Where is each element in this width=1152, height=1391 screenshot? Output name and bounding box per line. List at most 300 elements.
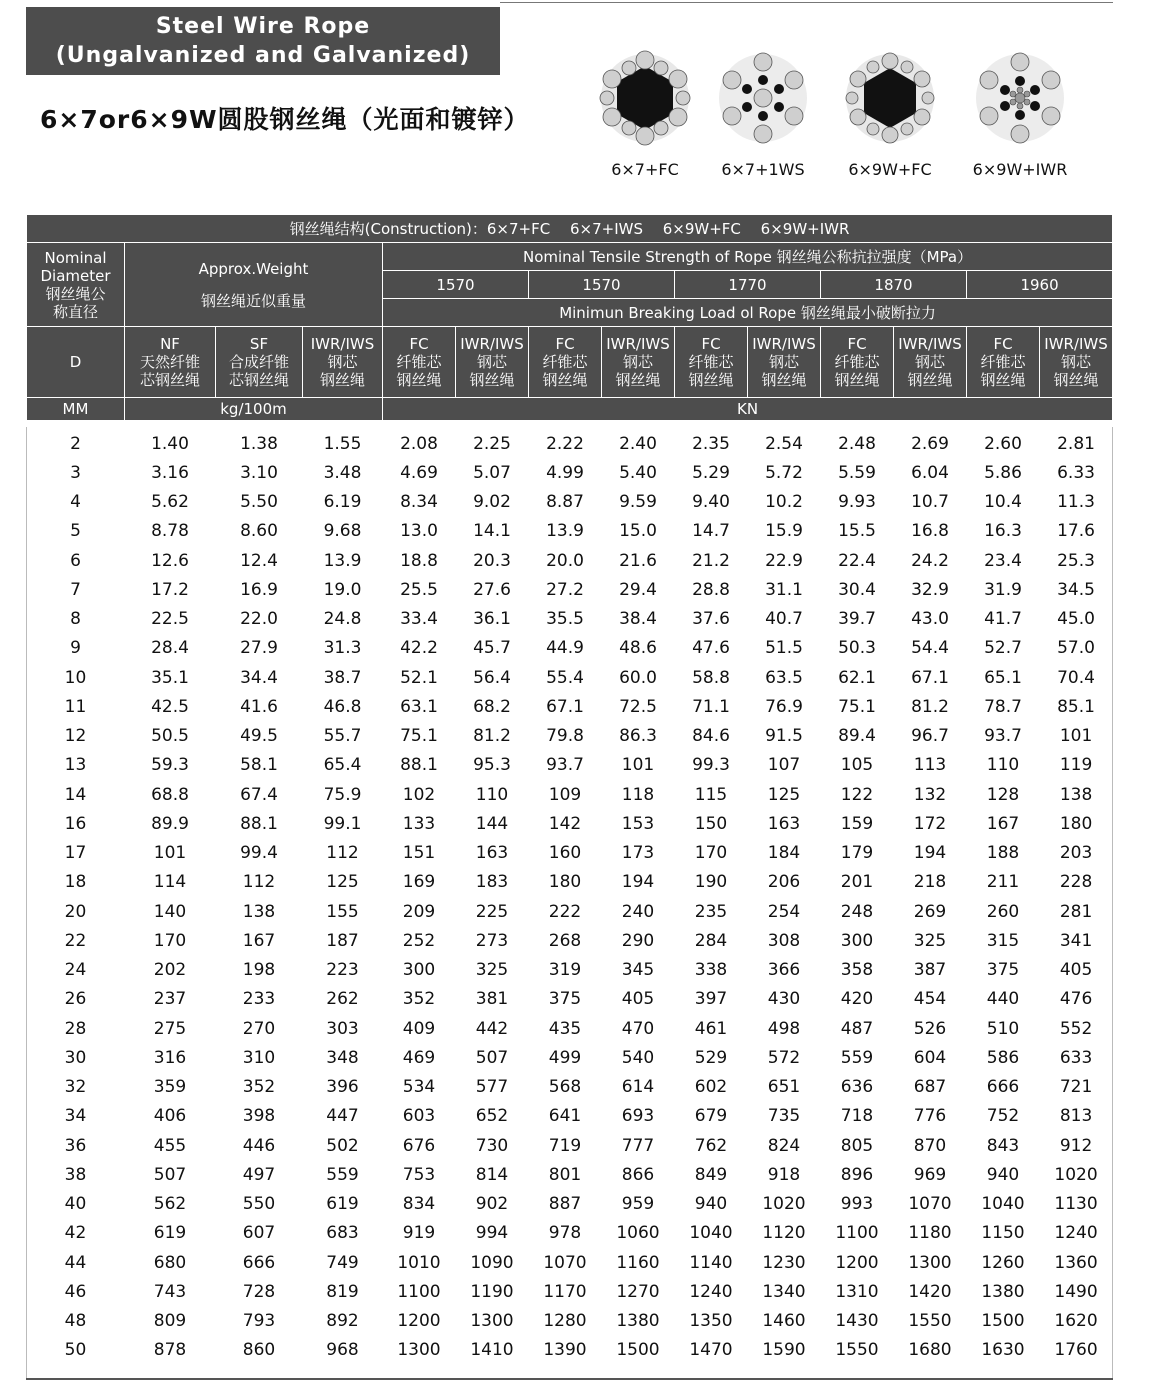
col-iwr-header: IWR/IWS 钢芯 钢丝绳 — [894, 327, 967, 398]
value-cell: 896 — [840, 1164, 874, 1185]
rope-cross-section-icon — [713, 48, 813, 148]
diameter-cell: 46 — [64, 1281, 87, 1302]
value-cell: 358 — [840, 960, 874, 981]
value-cell: 1280 — [543, 1311, 587, 1332]
diameter-cell: 9 — [70, 638, 81, 659]
diameter-cell: 18 — [64, 872, 87, 893]
value-cell: 93.7 — [984, 726, 1022, 747]
table-right-rule — [1112, 427, 1113, 1378]
value-cell: 128 — [986, 784, 1020, 805]
table-row — [27, 1014, 1113, 1043]
value-cell: 2.35 — [692, 433, 730, 454]
value-cell: 887 — [548, 1194, 582, 1215]
diameter-cell: 32 — [64, 1077, 87, 1098]
diameter-cell: 20 — [64, 901, 87, 922]
value-cell: 58.1 — [240, 755, 278, 776]
value-cell: 693 — [621, 1106, 655, 1127]
value-cell: 2.22 — [546, 433, 584, 454]
value-cell: 201 — [840, 872, 874, 893]
value-cell: 6.33 — [1057, 462, 1095, 483]
rope-figures — [590, 48, 1090, 188]
value-cell: 9.59 — [619, 492, 657, 513]
value-cell: 1430 — [835, 1311, 879, 1332]
value-cell: 636 — [840, 1077, 874, 1098]
value-cell: 300 — [840, 930, 874, 951]
value-cell: 1260 — [981, 1252, 1025, 1273]
value-cell: 270 — [242, 1018, 276, 1039]
col-fc-header: FC 纤锥芯 钢丝绳 — [821, 327, 894, 398]
value-cell: 1140 — [689, 1252, 733, 1273]
value-cell: 2.54 — [765, 433, 803, 454]
value-cell: 281 — [1059, 901, 1093, 922]
value-cell: 446 — [242, 1135, 276, 1156]
value-cell: 5.62 — [151, 492, 189, 513]
tensile-strength-header: Nominal Tensile Strength of Rope 钢丝绳公称抗拉强度（MPa） — [383, 243, 1113, 271]
value-cell: 85.1 — [1057, 696, 1095, 717]
table-body — [27, 421, 1113, 1366]
value-cell: 303 — [326, 1018, 359, 1039]
value-cell: 502 — [326, 1135, 359, 1156]
value-cell: 60.0 — [619, 667, 657, 688]
value-cell: 994 — [475, 1223, 509, 1244]
value-cell: 95.3 — [473, 755, 511, 776]
value-cell: 405 — [621, 989, 655, 1010]
table-row — [27, 956, 1113, 985]
value-cell: 218 — [913, 872, 947, 893]
value-cell: 99.4 — [240, 843, 278, 864]
value-cell: 35.5 — [546, 609, 584, 630]
value-cell: 12.6 — [151, 550, 189, 571]
value-cell: 89.9 — [151, 813, 189, 834]
value-cell: 28.4 — [151, 638, 189, 659]
value-cell: 107 — [767, 755, 801, 776]
value-cell: 3.48 — [323, 462, 362, 483]
value-cell: 1100 — [397, 1281, 441, 1302]
value-cell: 49.5 — [240, 726, 278, 747]
value-cell: 194 — [913, 843, 947, 864]
value-cell: 275 — [153, 1018, 187, 1039]
diameter-cell: 4 — [70, 492, 81, 513]
value-cell: 284 — [694, 930, 728, 951]
value-cell: 1590 — [762, 1340, 806, 1361]
table-row — [27, 1277, 1113, 1306]
figure-6x9w-iwr — [965, 48, 1075, 179]
value-cell: 16.8 — [911, 521, 949, 542]
value-cell: 743 — [153, 1281, 187, 1302]
value-cell: 777 — [621, 1135, 655, 1156]
value-cell: 59.3 — [151, 755, 189, 776]
col-iwr-header: IWR/IWS 钢芯 钢丝绳 — [1040, 327, 1113, 398]
value-cell: 1300 — [397, 1340, 441, 1361]
value-cell: 2.69 — [911, 433, 949, 454]
value-cell: 45.0 — [1057, 609, 1095, 630]
units-kn: KN — [383, 398, 1113, 421]
value-cell: 969 — [913, 1164, 947, 1185]
value-cell: 202 — [153, 960, 187, 981]
value-cell: 526 — [913, 1018, 947, 1039]
table-bottom-rule — [26, 1378, 1113, 1380]
value-cell: 211 — [986, 872, 1020, 893]
construction-header: 钢丝绳结构(Construction)：6×7+FC 6×7+IWS 6×9W+FC 6×9W+IWR — [27, 215, 1113, 243]
value-cell: 586 — [986, 1047, 1020, 1068]
value-cell: 240 — [621, 901, 655, 922]
diameter-cell: 40 — [64, 1194, 87, 1215]
value-cell: 5.07 — [473, 462, 511, 483]
value-cell: 540 — [621, 1047, 655, 1068]
value-cell: 735 — [767, 1106, 801, 1127]
value-cell: 619 — [326, 1194, 359, 1215]
value-cell: 222 — [548, 901, 582, 922]
value-cell: 225 — [475, 901, 509, 922]
table-row — [27, 897, 1113, 926]
col-nf-header: NF 天然纤锥 芯钢丝绳 — [125, 327, 216, 398]
value-cell: 101 — [153, 843, 187, 864]
value-cell: 1230 — [762, 1252, 806, 1273]
value-cell: 75.1 — [838, 696, 876, 717]
value-cell: 252 — [402, 930, 436, 951]
figure-caption: 6×9W+IWR — [972, 160, 1068, 179]
figure-caption: 6×9W+FC — [848, 160, 932, 179]
rope-cross-section-icon — [840, 48, 940, 148]
table-row — [27, 421, 1113, 459]
value-cell: 21.2 — [692, 550, 730, 571]
value-cell: 2.25 — [473, 433, 511, 454]
approx-weight-header: Approx.Weight 钢丝绳近似重量 — [125, 243, 383, 327]
value-cell: 352 — [402, 989, 436, 1010]
value-cell: 31.9 — [984, 579, 1022, 600]
value-cell: 316 — [153, 1047, 187, 1068]
value-cell: 1300 — [908, 1252, 952, 1273]
value-cell: 15.0 — [619, 521, 657, 542]
value-cell: 15.9 — [765, 521, 803, 542]
value-cell: 1350 — [689, 1311, 733, 1332]
value-cell: 1200 — [835, 1252, 879, 1273]
value-cell: 476 — [1059, 989, 1093, 1010]
table-row — [27, 809, 1113, 838]
diameter-cell: 16 — [64, 813, 87, 834]
diameter-cell: 42 — [64, 1223, 87, 1244]
value-cell: 728 — [242, 1281, 276, 1302]
value-cell: 1.55 — [323, 433, 362, 454]
table-row — [27, 868, 1113, 897]
value-cell: 805 — [840, 1135, 874, 1156]
value-cell: 338 — [694, 960, 728, 981]
figure-6x7-1ws — [708, 48, 818, 179]
value-cell: 435 — [548, 1018, 582, 1039]
value-cell: 1470 — [689, 1340, 733, 1361]
grade-header: 1570 — [529, 271, 675, 299]
units-weight: kg/100m — [125, 398, 383, 421]
table-row — [27, 605, 1113, 634]
col-fc-header: FC 纤锥芯 钢丝绳 — [967, 327, 1040, 398]
value-cell: 614 — [621, 1077, 655, 1098]
value-cell: 19.0 — [323, 579, 362, 600]
value-cell: 602 — [694, 1077, 728, 1098]
value-cell: 20.3 — [473, 550, 511, 571]
value-cell: 813 — [1059, 1106, 1093, 1127]
value-cell: 652 — [475, 1106, 509, 1127]
value-cell: 233 — [242, 989, 276, 1010]
value-cell: 1070 — [908, 1194, 952, 1215]
value-cell: 1060 — [616, 1223, 660, 1244]
value-cell: 79.8 — [546, 726, 584, 747]
value-cell: 420 — [840, 989, 874, 1010]
value-cell: 12.4 — [240, 550, 278, 571]
units-mm: MM — [27, 398, 125, 421]
value-cell: 27.2 — [546, 579, 584, 600]
value-cell: 470 — [621, 1018, 655, 1039]
value-cell: 487 — [840, 1018, 874, 1039]
value-cell: 125 — [326, 872, 359, 893]
value-cell: 76.9 — [765, 696, 803, 717]
diameter-cell: 5 — [70, 521, 81, 542]
value-cell: 9.02 — [473, 492, 511, 513]
value-cell: 568 — [548, 1077, 582, 1098]
value-cell: 112 — [326, 843, 359, 864]
table-row — [27, 1248, 1113, 1277]
value-cell: 228 — [1059, 872, 1093, 893]
value-cell: 32.9 — [911, 579, 949, 600]
figure-6x7-fc — [590, 48, 700, 179]
value-cell: 13.0 — [400, 521, 438, 542]
value-cell: 110 — [475, 784, 509, 805]
value-cell: 31.1 — [765, 579, 803, 600]
value-cell: 41.6 — [240, 696, 278, 717]
value-cell: 534 — [402, 1077, 436, 1098]
title-line-2: (Ungalvanized and Galvanized) — [55, 43, 471, 68]
value-cell: 1500 — [616, 1340, 660, 1361]
value-cell: 35.1 — [151, 667, 189, 688]
diameter-cell: 8 — [70, 609, 81, 630]
value-cell: 776 — [913, 1106, 947, 1127]
value-cell: 63.1 — [400, 696, 438, 717]
value-cell: 68.2 — [473, 696, 511, 717]
diameter-cell: 34 — [64, 1106, 87, 1127]
value-cell: 809 — [153, 1311, 187, 1332]
value-cell: 50.5 — [151, 726, 189, 747]
value-cell: 1150 — [981, 1223, 1025, 1244]
value-cell: 1040 — [689, 1223, 733, 1244]
table-row — [27, 1160, 1113, 1189]
col-d-header: D — [27, 327, 125, 398]
value-cell: 88.1 — [240, 813, 278, 834]
breaking-load-header: Minimun Breaking Load ol Rope 钢丝绳最小破断拉力 — [383, 299, 1113, 327]
value-cell: 67.4 — [240, 784, 278, 805]
value-cell: 676 — [402, 1135, 436, 1156]
value-cell: 57.0 — [1057, 638, 1095, 659]
value-cell: 968 — [326, 1340, 359, 1361]
value-cell: 142 — [548, 813, 582, 834]
value-cell: 1620 — [1054, 1311, 1098, 1332]
value-cell: 9.40 — [692, 492, 730, 513]
value-cell: 2.60 — [984, 433, 1022, 454]
value-cell: 24.8 — [323, 609, 362, 630]
table-row — [27, 663, 1113, 692]
value-cell: 814 — [475, 1164, 509, 1185]
value-cell: 1.38 — [240, 433, 278, 454]
value-cell: 42.2 — [400, 638, 438, 659]
value-cell: 138 — [1059, 784, 1093, 805]
value-cell: 461 — [694, 1018, 728, 1039]
table-row — [27, 1219, 1113, 1248]
value-cell: 180 — [1059, 813, 1093, 834]
grade-header: 1960 — [967, 271, 1113, 299]
value-cell: 273 — [475, 930, 509, 951]
value-cell: 2.48 — [838, 433, 876, 454]
value-cell: 1170 — [543, 1281, 587, 1302]
diameter-cell: 38 — [64, 1164, 87, 1185]
value-cell: 17.2 — [151, 579, 189, 600]
table-row — [27, 1073, 1113, 1102]
value-cell: 447 — [326, 1106, 359, 1127]
value-cell: 25.3 — [1057, 550, 1095, 571]
value-cell: 41.7 — [984, 609, 1022, 630]
value-cell: 29.4 — [619, 579, 657, 600]
value-cell: 25.5 — [400, 579, 438, 600]
value-cell: 325 — [913, 930, 947, 951]
col-iwr-header: IWR/IWS 钢芯 钢丝绳 — [748, 327, 821, 398]
diameter-cell: 11 — [64, 696, 87, 717]
value-cell: 237 — [153, 989, 187, 1010]
value-cell: 1200 — [397, 1311, 441, 1332]
value-cell: 10.4 — [984, 492, 1022, 513]
value-cell: 125 — [767, 784, 801, 805]
value-cell: 22.4 — [838, 550, 876, 571]
value-cell: 902 — [475, 1194, 509, 1215]
value-cell: 159 — [840, 813, 874, 834]
table-row — [27, 1131, 1113, 1160]
value-cell: 310 — [242, 1047, 276, 1068]
value-cell: 607 — [242, 1223, 276, 1244]
value-cell: 17.6 — [1057, 521, 1095, 542]
value-cell: 23.4 — [984, 550, 1022, 571]
value-cell: 1120 — [762, 1223, 806, 1244]
table-row — [27, 1190, 1113, 1219]
value-cell: 13.9 — [546, 521, 584, 542]
value-cell: 801 — [548, 1164, 582, 1185]
value-cell: 409 — [402, 1018, 436, 1039]
value-cell: 96.7 — [911, 726, 949, 747]
title-banner — [26, 7, 500, 75]
value-cell: 88.1 — [400, 755, 438, 776]
value-cell: 81.2 — [911, 696, 949, 717]
value-cell: 118 — [621, 784, 655, 805]
value-cell: 68.8 — [151, 784, 189, 805]
value-cell: 1020 — [762, 1194, 806, 1215]
value-cell: 167 — [242, 930, 276, 951]
value-cell: 1300 — [470, 1311, 514, 1332]
value-cell: 325 — [475, 960, 509, 981]
value-cell: 5.86 — [984, 462, 1022, 483]
top-rule — [500, 2, 1113, 3]
value-cell: 1380 — [616, 1311, 660, 1332]
value-cell: 133 — [402, 813, 436, 834]
value-cell: 498 — [767, 1018, 801, 1039]
value-cell: 72.5 — [619, 696, 657, 717]
col-sf-header: SF 合成纤锥 芯钢丝绳 — [216, 327, 303, 398]
value-cell: 878 — [153, 1340, 187, 1361]
table-row — [27, 1043, 1113, 1072]
value-cell: 559 — [840, 1047, 874, 1068]
value-cell: 793 — [242, 1311, 276, 1332]
value-cell: 150 — [694, 813, 728, 834]
value-cell: 1460 — [762, 1311, 806, 1332]
value-cell: 849 — [694, 1164, 728, 1185]
value-cell: 341 — [1059, 930, 1093, 951]
col-fc-header: FC 纤锥芯 钢丝绳 — [529, 327, 602, 398]
value-cell: 752 — [986, 1106, 1020, 1127]
value-cell: 99.3 — [692, 755, 730, 776]
table-row — [27, 458, 1113, 487]
diameter-cell: 12 — [64, 726, 87, 747]
value-cell: 138 — [242, 901, 276, 922]
value-cell: 58.8 — [692, 667, 730, 688]
value-cell: 1270 — [616, 1281, 660, 1302]
table-row — [27, 722, 1113, 751]
value-cell: 163 — [475, 843, 509, 864]
figure-caption: 6×7+FC — [611, 160, 679, 179]
value-cell: 730 — [475, 1135, 509, 1156]
diameter-cell: 6 — [70, 550, 81, 571]
value-cell: 9.93 — [838, 492, 876, 513]
diameter-cell: 22 — [64, 930, 87, 951]
value-cell: 940 — [986, 1164, 1020, 1185]
value-cell: 2.40 — [619, 433, 657, 454]
value-cell: 430 — [767, 989, 801, 1010]
value-cell: 114 — [153, 872, 187, 893]
value-cell: 10.2 — [765, 492, 803, 513]
value-cell: 70.4 — [1057, 667, 1095, 688]
value-cell: 160 — [548, 843, 582, 864]
table-row — [27, 985, 1113, 1014]
table-row — [27, 488, 1113, 517]
value-cell: 71.1 — [692, 696, 730, 717]
value-cell: 300 — [402, 960, 436, 981]
table-row — [27, 546, 1113, 575]
value-cell: 442 — [475, 1018, 509, 1039]
table-row — [27, 751, 1113, 780]
grade-header: 1870 — [821, 271, 967, 299]
value-cell: 366 — [767, 960, 801, 981]
value-cell: 603 — [402, 1106, 436, 1127]
value-cell: 529 — [694, 1047, 728, 1068]
value-cell: 381 — [475, 989, 509, 1010]
value-cell: 1550 — [908, 1311, 952, 1332]
value-cell: 406 — [153, 1106, 187, 1127]
value-cell: 1680 — [908, 1340, 952, 1361]
value-cell: 93.7 — [546, 755, 584, 776]
value-cell: 43.0 — [911, 609, 949, 630]
value-cell: 188 — [986, 843, 1020, 864]
value-cell: 260 — [986, 901, 1020, 922]
value-cell: 499 — [548, 1047, 582, 1068]
value-cell: 4.99 — [546, 462, 584, 483]
value-cell: 190 — [694, 872, 728, 893]
value-cell: 52.1 — [400, 667, 438, 688]
value-cell: 5.29 — [692, 462, 730, 483]
value-cell: 1020 — [1054, 1164, 1098, 1185]
value-cell: 507 — [153, 1164, 187, 1185]
diameter-cell: 14 — [64, 784, 87, 805]
value-cell: 6.04 — [911, 462, 949, 483]
value-cell: 75.1 — [400, 726, 438, 747]
value-cell: 978 — [548, 1223, 582, 1244]
value-cell: 42.5 — [151, 696, 189, 717]
value-cell: 1420 — [908, 1281, 952, 1302]
value-cell: 860 — [242, 1340, 276, 1361]
value-cell: 180 — [548, 872, 582, 893]
value-cell: 1070 — [543, 1252, 587, 1273]
